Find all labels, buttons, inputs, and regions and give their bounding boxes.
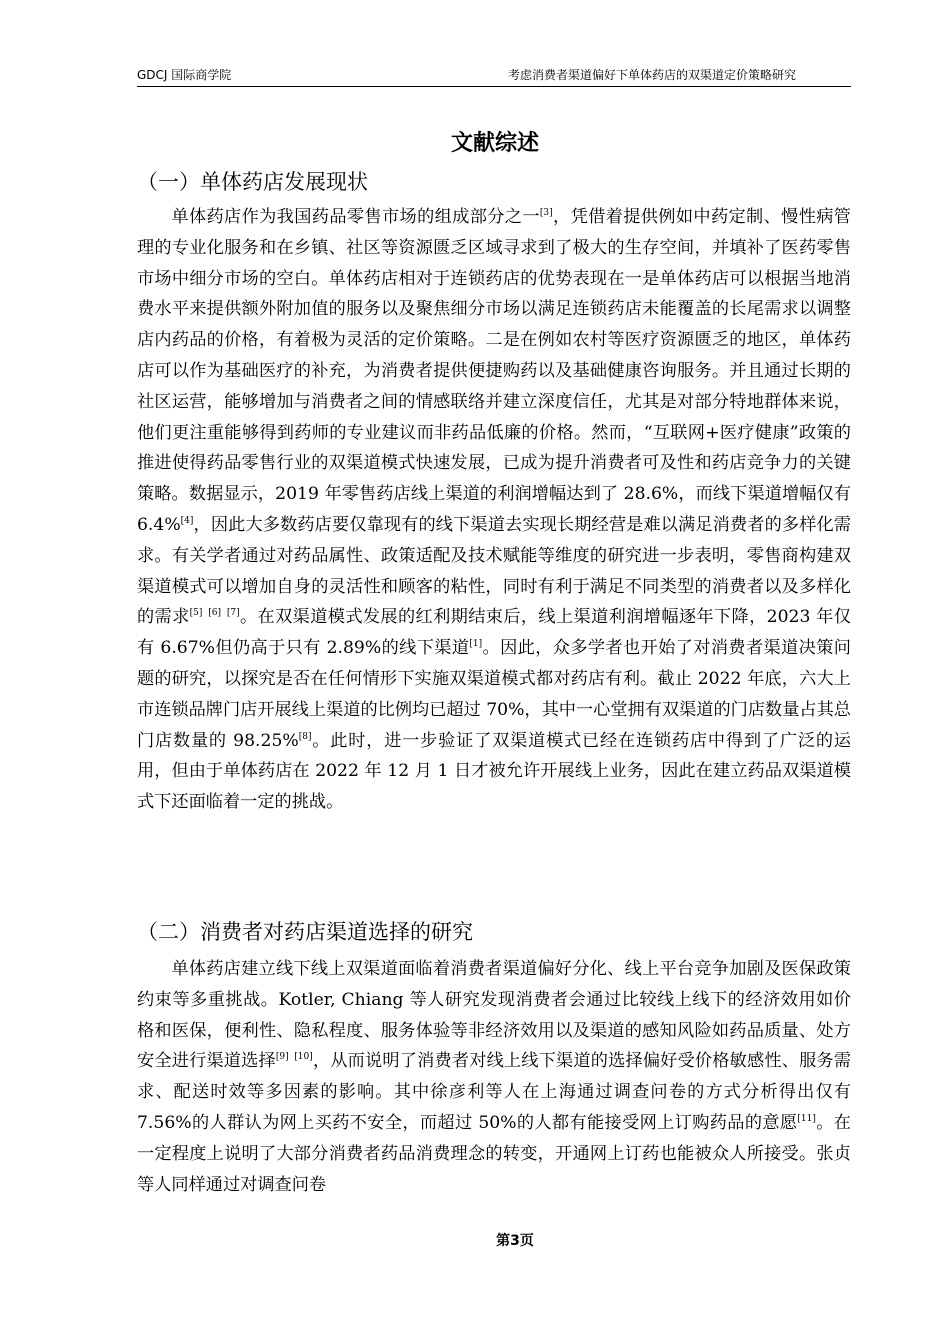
text-run: 。在一定程度上说明了大部分消费者药品消费理念的转变，开通网上订药也能被众人所接受。张贞等人同样通过对调查问卷 — [137, 1112, 851, 1195]
section1-paragraph — [137, 202, 851, 818]
page-number: 第3页 — [496, 1233, 534, 1249]
section-title: 文献综述 — [450, 131, 539, 156]
citation: [5] — [189, 608, 203, 619]
text-run: ，凭借着提供例如中药定制、慢性病管理的专业化服务和在乡镇、社区等资源匮乏区域寻求到了极大的生存空间，并填补了医药零售市场中细分市场的空白。单体药店相对于连锁药店的优势表现在一是单体药店可以根据当地消费水平来提供额外附加值的服务以及聚焦细分市场以满足连锁药店未能覆盖的长尾需求以调整店内药品的价格，有着极为灵活的定价策略。二是在例如农村等医疗资源匮乏的地区，单体药店可以作为基础医疗的补充，为消费者提供便捷购药以及基础健康咨询服务。并且通过长期的社区运营，能够增加与消费者之间的情感联络并建立深度信任，尤其是对部分特地群体来说，他们更注重能够得到药师的专业建议而非药品低廉的价格。然而，“互联网+医疗健康”政策的推进使得药品零售行业的双渠道模式快速发展，已成为提升消费者可及性和药店竞争力的关键策略。数据显示，2019 年零售药店线上渠道的利润增幅达到了 28.6%，而线下渠道增幅仅有 6.4% — [137, 207, 851, 535]
citation: [3] — [539, 208, 553, 218]
text-run: 。因此，众多学者也开始了对消费者渠道决策问题的研究，以探究是否在任何情形下实施双渠道模式都对药店有利。截止 2022 年底，六大上市连锁品牌门店开展线上渠道的比例均已超过 70%，其中一心堂拥有双渠道的门店数量占其总门店数量的 98.25% — [137, 638, 851, 751]
citation: [1] — [469, 639, 483, 650]
citation: [8] — [298, 731, 312, 742]
section2-paragraph — [137, 954, 851, 1200]
text-run: 单体药店作为我国药品零售市场的组成部分之一 — [171, 207, 540, 227]
citation: [7] — [226, 608, 240, 619]
text-run: 单体药店建立线下线上双渠道面临着消费者渠道偏好分化、线上平台竞争加剧及医保政策约束等多重挑战。Kotler, Chiang 等人研究发现消费者会通过比较线上线下的经济效用如价格和医保，便利性、隐私程度、服务体验等非经济效用以及渠道的感知风险如药品质量、处方安全进行渠道选择 — [137, 959, 851, 1072]
section1-heading: （一）单体药店发展现状 — [137, 170, 368, 194]
header-paper-title: 考虑消费者渠道偏好下单体药店的双渠道定价策略研究 — [507, 68, 796, 82]
citation: [10] — [294, 1052, 313, 1063]
section2-heading: （二）消费者对药店渠道选择的研究 — [137, 920, 473, 944]
text-run: 。在双渠道模式发展的红利期结束后，线上渠道利润增幅逐年下降，2023 年仅有 6.67%但仍高于只有 2.89%的线下渠道 — [137, 607, 851, 659]
text-run: ，从而说明了消费者对线上线下渠道的选择偏好受价格敏感性、服务需求、配送时效等多因素的影响。其中徐彦利等人在上海通过调查问卷的方式分析得出仅有 7.56%的人群认为网上买药不安全，而超过 50%的人都有能接受网上订购药品的意愿 — [137, 1051, 851, 1133]
citation: [11] — [797, 1113, 816, 1124]
citation: [4] — [180, 515, 194, 526]
text-run: 。此时，进一步验证了双渠道模式已经在连锁药店中得到了广泛的运用，但由于单体药店在 2022 年 12 月 1 日才被允许开展线上业务，因此在建立药品双渠道模式下还面临着一定的挑战。 — [137, 730, 851, 813]
text-run: ，因此大多数药店要仅靠现有的线下渠道去实现长期经营是难以满足消费者的多样化需求。有关学者通过对药品属性、政策适配及技术赋能等维度的研究进一步表明，零售商构建双渠道模式可以增加自身的灵活性和顾客的粘性，同时有利于满足不同类型的消费者以及多样化的需求 — [137, 514, 851, 628]
citation: [6] — [208, 608, 222, 619]
page-header — [137, 66, 851, 87]
header-institution: GDCJ 国际商学院 — [137, 68, 232, 82]
citation: [9] — [275, 1052, 289, 1063]
